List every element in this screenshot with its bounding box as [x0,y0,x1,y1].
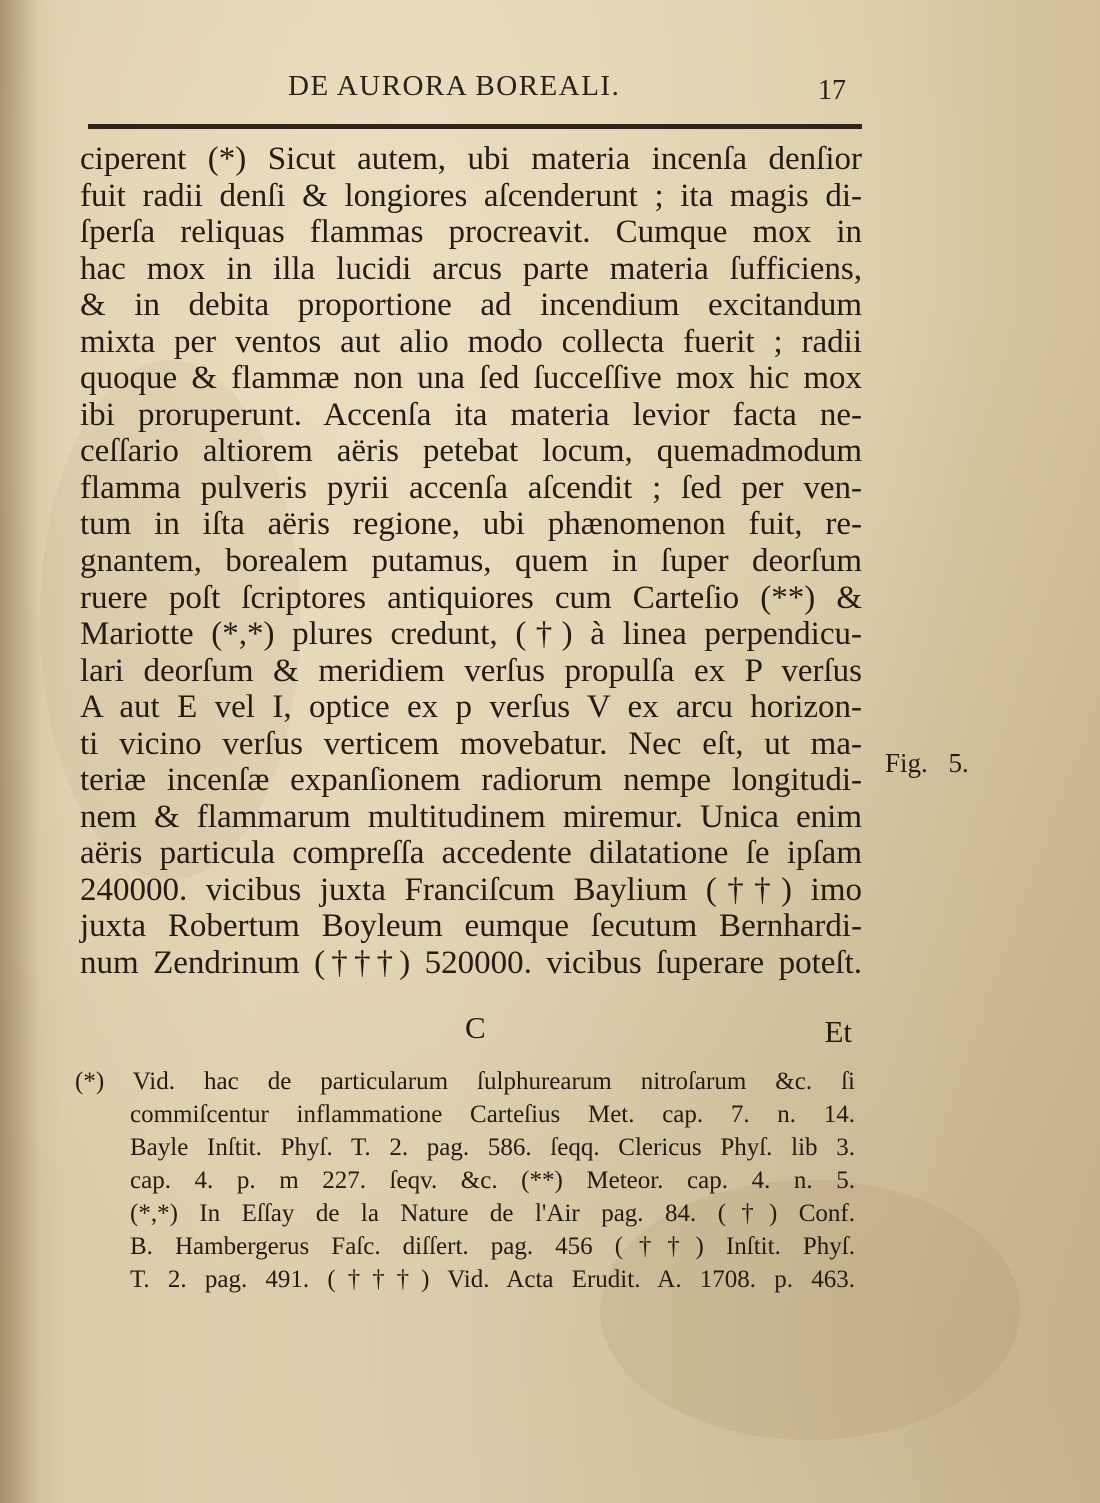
text-line: quoque & flammæ non una ſed ſucceſſive mox hic mox [80,360,862,397]
text-line: ceſſario altiorem aëris petebat locum, quemadmodum [80,433,862,470]
text-line: flamma pulveris pyrii accenſa aſcendit ; ſed per ven- [80,469,862,506]
text-line: aëris particula compreſſa accedente dilatatione ſe ipſam [80,835,862,872]
signature-row [80,1010,860,1050]
text-line: ſperſa reliquas flammas procreavit. Cumque mox in [80,214,862,251]
text-line: fuit radii denſi & longiores aſcenderunt ; ita magis di- [80,177,862,214]
page-number: 17 [818,75,846,106]
text-line: mixta per ventos aut alio modo collecta fuerit ; radii [80,323,862,360]
footnote-line: (*,*) In Eſſay de la Nature de l'Air pag. 84. (†) Conf. [130,1200,855,1227]
footnote-line: (*) Vid. hac de particularum ſulphurearum nitroſarum &c. ſi [75,1068,855,1095]
text-line: & in debita proportione ad incendium excitandum [80,287,862,324]
footnote-line: T. 2. pag. 491. (†††) Vid. Acta Erudit. A. 1708. p. 463. [130,1266,855,1293]
text-line: A aut E vel I, optice ex p verſus V ex arcu horizon- [80,689,862,726]
signature-mark: C [465,1010,486,1045]
text-line: ciperent (*) Sicut autem, ubi materia incenſa denſior [80,141,862,177]
text-line: ruere poſt ſcriptores antiquiores cum Carteſio (**) & [80,579,862,616]
text-line: num Zendrinum (†††) 520000. vicibus ſuperare poteſt. [80,945,862,982]
footnotes [75,1065,855,1296]
text-line: juxta Robertum Boyleum eumque ſecutum Bernhardi- [80,908,862,945]
figure-reference: Fig. 5. [885,748,969,778]
text-line: lari deorſum & meridiem verſus propulſa ex P verſus [80,652,862,689]
catchword: Et [824,1014,852,1049]
text-line: nem & flammarum multitudinem miremur. Unica enim [80,798,862,835]
footnote-line: Bayle Inſtit. Phyſ. T. 2. pag. 586. ſeqq. Clericus Phyſ. lib 3. [130,1134,855,1161]
text-line: teriæ incenſæ expanſionem radiorum nempe longitudi- [80,762,862,799]
header-rule [88,124,862,129]
text-line: 240000. vicibus juxta Franciſcum Baylium (††) imo [80,871,862,908]
running-head: DE AURORA BOREALI. [288,70,621,102]
footnote-line: B. Hambergerus Faſc. diſſert. pag. 456 (††) Inſtit. Phyſ. [130,1233,855,1260]
text-line: ti vicino verſus verticem movebatur. Nec eſt, ut ma- [80,725,862,762]
text-line: ibi proruperunt. Accenſa ita materia levior facta ne- [80,396,862,433]
text-line: Mariotte (*,*) plures credunt, (†) à linea perpendicu- [80,616,862,653]
footnote-line: cap. 4. p. m 227. ſeqv. &c. (**) Meteor. cap. 4. n. 5. [130,1167,855,1194]
text-line: tum in iſta aëris regione, ubi phænomenon fuit, re- [80,506,862,543]
footnote-line: commiſcentur inflammatione Carteſius Met. cap. 7. n. 14. [130,1101,855,1128]
gutter-shadow [0,0,40,1503]
main-text [80,141,880,982]
text-line: hac mox in illa lucidi arcus parte materia ſufficiens, [80,250,862,287]
text-line: gnantem, borealem putamus, quem in ſuper deorſum [80,543,862,580]
